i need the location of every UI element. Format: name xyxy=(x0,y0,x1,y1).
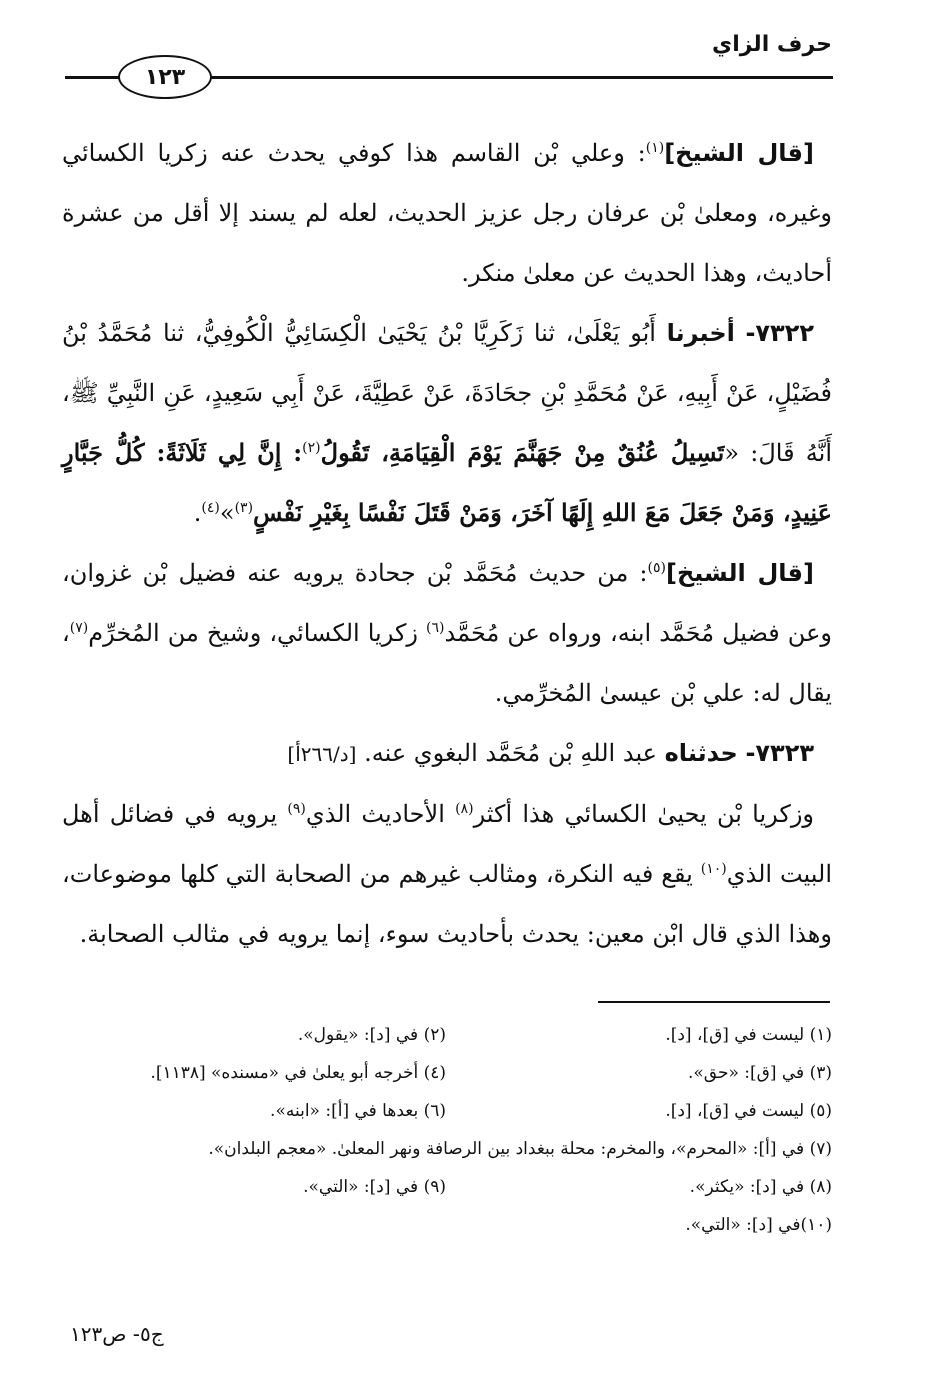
footnote-marker: (٣) xyxy=(234,500,254,516)
sheikh-label: [قال الشيخ] xyxy=(664,139,814,167)
paragraph-3 xyxy=(62,543,832,723)
footnote-row xyxy=(60,1016,832,1054)
paragraph-2 xyxy=(62,303,832,543)
footnote: (٤) أخرجه أبو يعلىٰ في «مسنده» [١١٣٨]. xyxy=(150,1063,446,1083)
paragraph-text: وزكريا بْن يحيىٰ الكسائي هذا أكثر xyxy=(473,800,815,828)
paragraph-text: : وعلي بْن القاسم هذا كوفي يحدث عنه زكريا الكسائي وغيره، ومعلىٰ بْن عرفان رجل عزيز الحديث، لعله لم يسند إلا أقل من عشرة أحاديث، وهذا الحديث عن معلىٰ منكر. xyxy=(62,139,832,287)
footnote-rule xyxy=(598,1001,830,1003)
footnote: (٢) في [د]: «يقول». xyxy=(297,1025,446,1045)
paragraph-text: الأحاديث الذي xyxy=(305,800,456,828)
sheikh-label: [قال الشيخ] xyxy=(665,559,814,587)
footnote-row xyxy=(60,1168,832,1206)
paragraph-4 xyxy=(62,723,832,784)
page-number: ١٢٣ xyxy=(118,55,212,99)
narration-label: حدثناه xyxy=(664,739,738,767)
hadith-text: : إِنَّ لِي ثَلَاثَةً: كُلُّ جَبَّارٍ عَنِيدٍ، وَمَنْ جَعَلَ مَعَ اللهِ إِلَهًا آخَرَ، وَمَنْ قَتَلَ نَفْسًا بِغَيْرِ نَفْسٍ xyxy=(62,438,832,527)
hadith-number: ٧٣٢٢- xyxy=(745,319,814,347)
paragraph-5 xyxy=(62,784,832,964)
quote-close: » xyxy=(219,499,235,527)
footnote: (٦) بعدها في [أ]: «ابنه». xyxy=(270,1101,446,1121)
footnote-marker: (٨) xyxy=(455,801,474,817)
narration-label: أخبرنا xyxy=(666,319,735,347)
manuscript-ref: [د/٢٦٦أ] xyxy=(287,742,357,766)
footnote-marker: (١٠) xyxy=(700,861,727,877)
footnote-marker: (٦) xyxy=(426,620,445,636)
footnote-marker: (١) xyxy=(645,140,665,156)
hadith-text: تَسِيلُ عُنُقٌ مِنْ جَهَنَّمَ يَوْمَ الْقِيَامَةِ، تَقُولُ xyxy=(320,438,725,467)
footnotes xyxy=(60,1016,832,1244)
footnote-marker: (٤) xyxy=(201,500,220,516)
footnote: (٣) في [ق]: «حق». xyxy=(688,1063,832,1083)
paragraph-text: ، يقال له: علي بْن عيسىٰ المُخرِّمي. xyxy=(62,619,832,707)
footnote: (٩) في [د]: «التي». xyxy=(303,1177,446,1197)
footnote: (٧) في [أ]: «المحرم»، والمخرم: محلة ببغداد بين الرصافة ونهر المعلىٰ. «معجم البلدان». xyxy=(208,1139,832,1159)
paragraph-text: عبد اللهِ بْن مُحَمَّد البغوي عنه. xyxy=(364,739,665,767)
footnote: (١) ليست في [ق]، [د]. xyxy=(665,1025,832,1045)
footnote-marker: (٧) xyxy=(69,620,89,636)
paragraph-text: يقع فيه النكرة، ومثالب غيرهم من الصحابة التي كلها موضوعات، وهذا الذي قال ابْن معين: يحدث بأحاديث سوء، إنما يرويه في مثالب الصحابة. xyxy=(62,860,832,948)
footnote-row xyxy=(60,1092,832,1130)
hadith-number: ٧٣٢٣- xyxy=(745,739,814,767)
footnote: (٨) في [د]: «يكثر». xyxy=(689,1177,832,1197)
main-text xyxy=(62,123,832,964)
footnote: (٥) ليست في [ق]، [د]. xyxy=(665,1101,832,1121)
paragraph-text: زكريا الكسائي، وشيخ من المُخرِّم xyxy=(88,619,427,647)
paragraph-text: يرويه في فضائل أهل البيت الذي xyxy=(62,800,833,888)
footnote-row xyxy=(60,1054,832,1092)
isnad-text: أَبُو يَعْلَىٰ، ثنا زَكَرِيَّا بْنُ يَحْيَىٰ الْكِسَائِيُّ الْكُوفِيُّ، ثنا مُحَمَّدُ بْنُ فُضَيْلٍ، عَنْ أَبِيهِ، عَنْ مُحَمَّدِ بْنِ جحَادَةَ، عَنْ عَطِيَّةَ، عَنْ أَبِي سَعِيدٍ، عَنِ النَّبِيِّ ﷺ، أَنَّهُ قَالَ: « xyxy=(62,319,832,467)
chapter-title: حرف الزاي xyxy=(712,32,832,57)
footnote-marker: (٥) xyxy=(647,560,666,576)
footnote-row xyxy=(60,1130,832,1168)
footnote-marker: (٩) xyxy=(287,801,306,817)
paragraph-text: : من حديث مُحَمَّد بْن جحادة يرويه عنه فضيل بْن غزوان، وعن فضيل مُحَمَّد ابنه، ورواه عن مُحَمَّد xyxy=(62,559,832,647)
footnote-row xyxy=(60,1206,832,1244)
paragraph-1 xyxy=(62,123,832,303)
footnote: (١٠)في [د]: «التي». xyxy=(685,1215,832,1235)
volume-page-ref: ج٥- ص١٢٣ xyxy=(70,1322,164,1346)
footnote-marker: (٢) xyxy=(302,440,321,456)
period: . xyxy=(193,499,202,527)
